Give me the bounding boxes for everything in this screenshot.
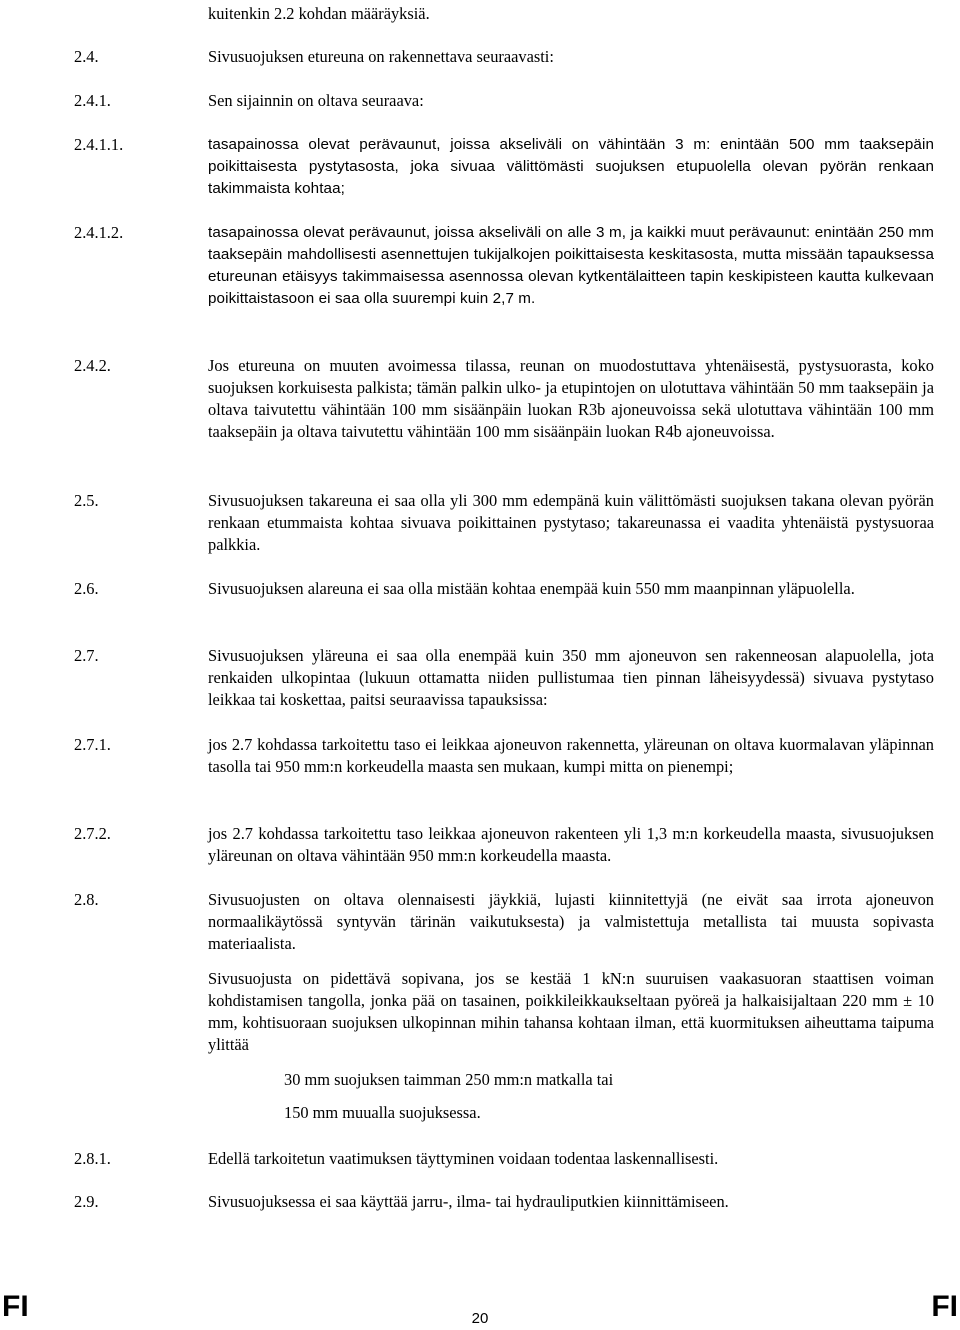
section-text: Sivusuojusta on pidettävä sopivana, jos se kestää 1 kN:n suuruisen vaakasuoran staattisen voiman kohdistamisen tangolla, jonka pää on tasainen, poikkileikkaukseltaan pyöreä ja halkaisijaltaan 220 mm ± 10 mm, kohtisuoraan suojuksen ulkopinnan mihin tahansa kohtaan ilman, että kuormituksen aiheuttama taipuma ylittää: [208, 969, 934, 1054]
section-number: 2.7.1.: [74, 735, 111, 754]
section-number: 2.4.1.: [74, 91, 111, 110]
section-number: 2.4.1.1.: [74, 135, 124, 154]
section-2-4-2: [74, 355, 934, 443]
page-number: 20: [471, 1310, 489, 1327]
section-2-8: [74, 889, 934, 955]
section-2-5: [74, 490, 934, 556]
section-2-7-1: [74, 734, 934, 778]
section-text: Sivusuojuksen alareuna ei saa olla mistään kohtaa enempää kuin 550 mm maanpinnan yläpuolella.: [208, 579, 855, 598]
section-text: jos 2.7 kohdassa tarkoitettu taso ei leikkaa ajoneuvon rakennetta, yläreunan on oltava kuormalavan yläpinnan tasolla tai 950 mm:n korkeudella maasta sen mukaan, kumpi mitta on pienempi;: [208, 735, 934, 776]
section-text: Sivusuojuksen etureuna on rakennettava seuraavasti:: [208, 47, 554, 66]
section-number: 2.9.: [74, 1192, 99, 1211]
section-number: 2.7.2.: [74, 824, 111, 843]
section-2-4-1-2: [74, 222, 934, 310]
section-2-8-1: [74, 1148, 934, 1170]
footer-language-mark-right: FI: [931, 1290, 958, 1323]
section-2-4-1-1: [74, 134, 934, 200]
section-text: Sivusuojuksessa ei saa käyttää jarru-, ilma- tai hydrauliputkien kiinnittämiseen.: [208, 1192, 729, 1211]
section-number: 2.8.: [74, 890, 99, 909]
section-number: 2.7.: [74, 646, 99, 665]
section-text: jos 2.7 kohdassa tarkoitettu taso leikkaa ajoneuvon rakenteen yli 1,3 m:n korkeudella maasta, sivusuojuksen yläreunan on oltava vähintään 950 mm:n korkeudella maasta.: [208, 824, 934, 865]
section-text: Edellä tarkoitetun vaatimuksen täyttyminen voidaan todentaa laskennallisesti.: [208, 1149, 719, 1168]
section-2-6: [74, 578, 934, 600]
section-2-9: [74, 1191, 934, 1213]
section-number: 2.5.: [74, 491, 99, 510]
section-2-7: [74, 645, 934, 711]
section-number: 2.8.1.: [74, 1149, 111, 1168]
section-number: 2.4.1.2.: [74, 223, 124, 242]
section-2-8-paragraph-2: [74, 968, 934, 1056]
section-number: 2.6.: [74, 579, 99, 598]
section-text: tasapainossa olevat perävaunut, joissa akseliväli on vähintään 3 m: enintään 500 mm taaksepäin poikittaisesta pystytasosta, joka sivuaa välittömästi suojuksen etupuolella olevan pyörän renkaan takimmaista kohtaa;: [208, 136, 934, 197]
section-2-4: [74, 46, 934, 68]
section-text: Sivusuojusten on oltava olennaisesti jäykkiä, lujasti kiinnitettyjä (ne eivät saa irrota ajoneuvon normaalikäytössä syntyvän tärinän vaikutuksesta) ja valmistettuja metallista tai muusta sopivasta materiaalista.: [208, 890, 934, 953]
section-text: Jos etureuna on muuten avoimessa tilassa, reunan on muodostuttava yhtenäisestä, pystysuorasta, koko suojuksen korkuisesta palkista; tämän palkin ulko- ja etupintojen on ulotuttava vähintään 50 mm taaksepäin ja oltava taivutettu vähintään 100 mm sisäänpäin luokan R3b ajoneuvoissa sekä ulotuttava vähintään 100 mm taaksepäin ja oltava taivutettu vähintään 100 mm sisäänpäin luokan R4b ajoneuvoissa.: [208, 356, 934, 441]
section-text: tasapainossa olevat perävaunut, joissa akseliväli on alle 3 m, ja kaikki muut perävaunut: enintään 250 mm taaksepäin mahdollisesti asennettujen tukijalkojen poikittaisesta keskitasosta, mutta missään tapauksessa etureunan etäisyys takimmaisessa asennossa olevan kytkentälaitteen tapin keskipisteen kautta kulkevaan poikittaistasoon ei saa olla suurempi kuin 2,7 m.: [208, 224, 934, 307]
section-number: 2.4.2.: [74, 356, 111, 375]
deflection-limit-2: 150 mm muualla suojuksessa.: [284, 1103, 481, 1122]
footer-language-mark-left: FI: [2, 1290, 29, 1323]
deflection-limit-1: 30 mm suojuksen taimman 250 mm:n matkalla tai: [284, 1070, 614, 1089]
section-number: 2.4.: [74, 47, 99, 66]
section-text: Sivusuojuksen yläreuna ei saa olla enempää kuin 350 mm ajoneuvon sen rakenneosan alapuolella, jota renkaiden ulkopintaa (lukuun ottamatta niiden pullistumaa tien pinnan läheisyydessä) sivuava pystytaso leikkaa tai koskettaa, paitsi seuraavissa tapauksissa:: [208, 646, 934, 709]
section-2-7-2: [74, 823, 934, 867]
intro-line: kuitenkin 2.2 kohdan määräyksiä.: [208, 4, 430, 23]
section-text: Sen sijainnin on oltava seuraava:: [208, 91, 424, 110]
section-text: Sivusuojuksen takareuna ei saa olla yli 300 mm edempänä kuin välittömästi suojuksen takana olevan pyörän renkaan etummaista kohtaa sivuava poikittainen pystytaso; takareunassa ei vaadita yhtenäistä pystysuoraa palkkia.: [208, 491, 934, 554]
section-2-4-1: [74, 90, 934, 112]
